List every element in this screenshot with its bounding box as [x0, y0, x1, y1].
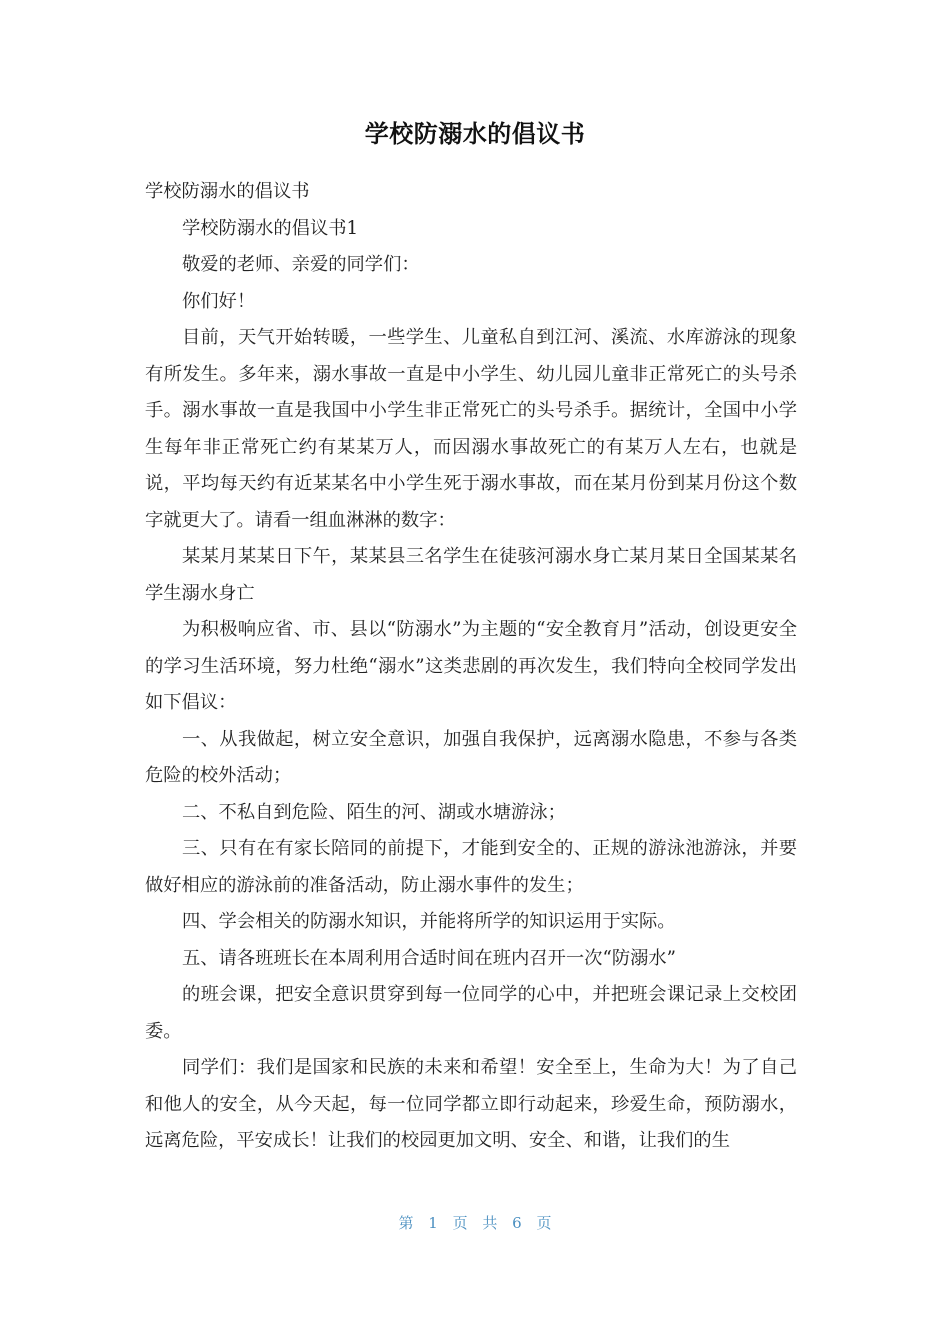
- paragraph: 三、只有在有家长陪同的前提下，才能到安全的、正规的游泳池游泳，并要做好相应的游泳前的准备活动，防止溺水事件的发生；: [145, 838, 797, 896]
- paragraph-subject: 学校防溺水的倡议书: [145, 181, 310, 202]
- paragraph: 的班会课，把安全意识贯穿到每一位同学的心中，并把班会课记录上交校团委。: [145, 984, 797, 1042]
- document-body: [145, 174, 797, 1160]
- paragraph-salutation: 敬爱的老师、亲爱的同学们：: [182, 254, 420, 275]
- paragraph: 为积极响应省、市、县以“防溺水”为主题的“安全教育月”活动，创设更安全的学习生活环境，努力杜绝“溺水”这类悲剧的再次发生，我们特向全校同学发出如下倡议：: [145, 619, 797, 713]
- paragraph: 四、学会相关的防溺水知识，并能将所学的知识运用于实际。: [182, 911, 676, 932]
- paragraph: 五、请各班班长在本周利用合适时间在班内召开一次“防溺水”: [182, 947, 677, 969]
- paragraph: 目前，天气开始转暖，一些学生、儿童私自到江河、溪流、水库游泳的现象有所发生。多年来，溺水事故一直是中小学生、幼儿园儿童非正常死亡的头号杀手。溺水事故一直是我国中小学生非正常死亡的头号杀手。据统计，全国中小学生每年非正常死亡约有某某万人，而因溺水事故死亡的有某万人左右，也就是说，平均每天约有近某某名中小学生死于溺水事故，而在某月份到某月份这个数字就更大了。请看一组血淋淋的数字：: [145, 327, 797, 531]
- page-number-footer: 第 1 页 共 6 页: [398, 1214, 552, 1232]
- paragraph: 某某月某某日下午，某某县三名学生在徒骇河溺水身亡某月某日全国某某名学生溺水身亡: [145, 546, 797, 604]
- document-title: 学校防溺水的倡议书: [364, 120, 586, 148]
- paragraph: 同学们：我们是国家和民族的未来和希望！安全至上，生命为大！为了自己和他人的安全，从今天起，每一位同学都立即行动起来，珍爱生命，预防溺水，远离危险，平安成长！让我们的校园更加文明、安全、和谐，让我们的生: [145, 1057, 797, 1151]
- paragraph: 二、不私自到危险、陌生的河、湖或水塘游泳；: [182, 801, 566, 823]
- paragraph-greeting: 你们好！: [182, 290, 256, 312]
- paragraph: 一、从我做起，树立安全意识，加强自我保护，远离溺水隐患，不参与各类危险的校外活动；: [145, 728, 797, 786]
- paragraph-heading: 学校防溺水的倡议书1: [182, 217, 359, 239]
